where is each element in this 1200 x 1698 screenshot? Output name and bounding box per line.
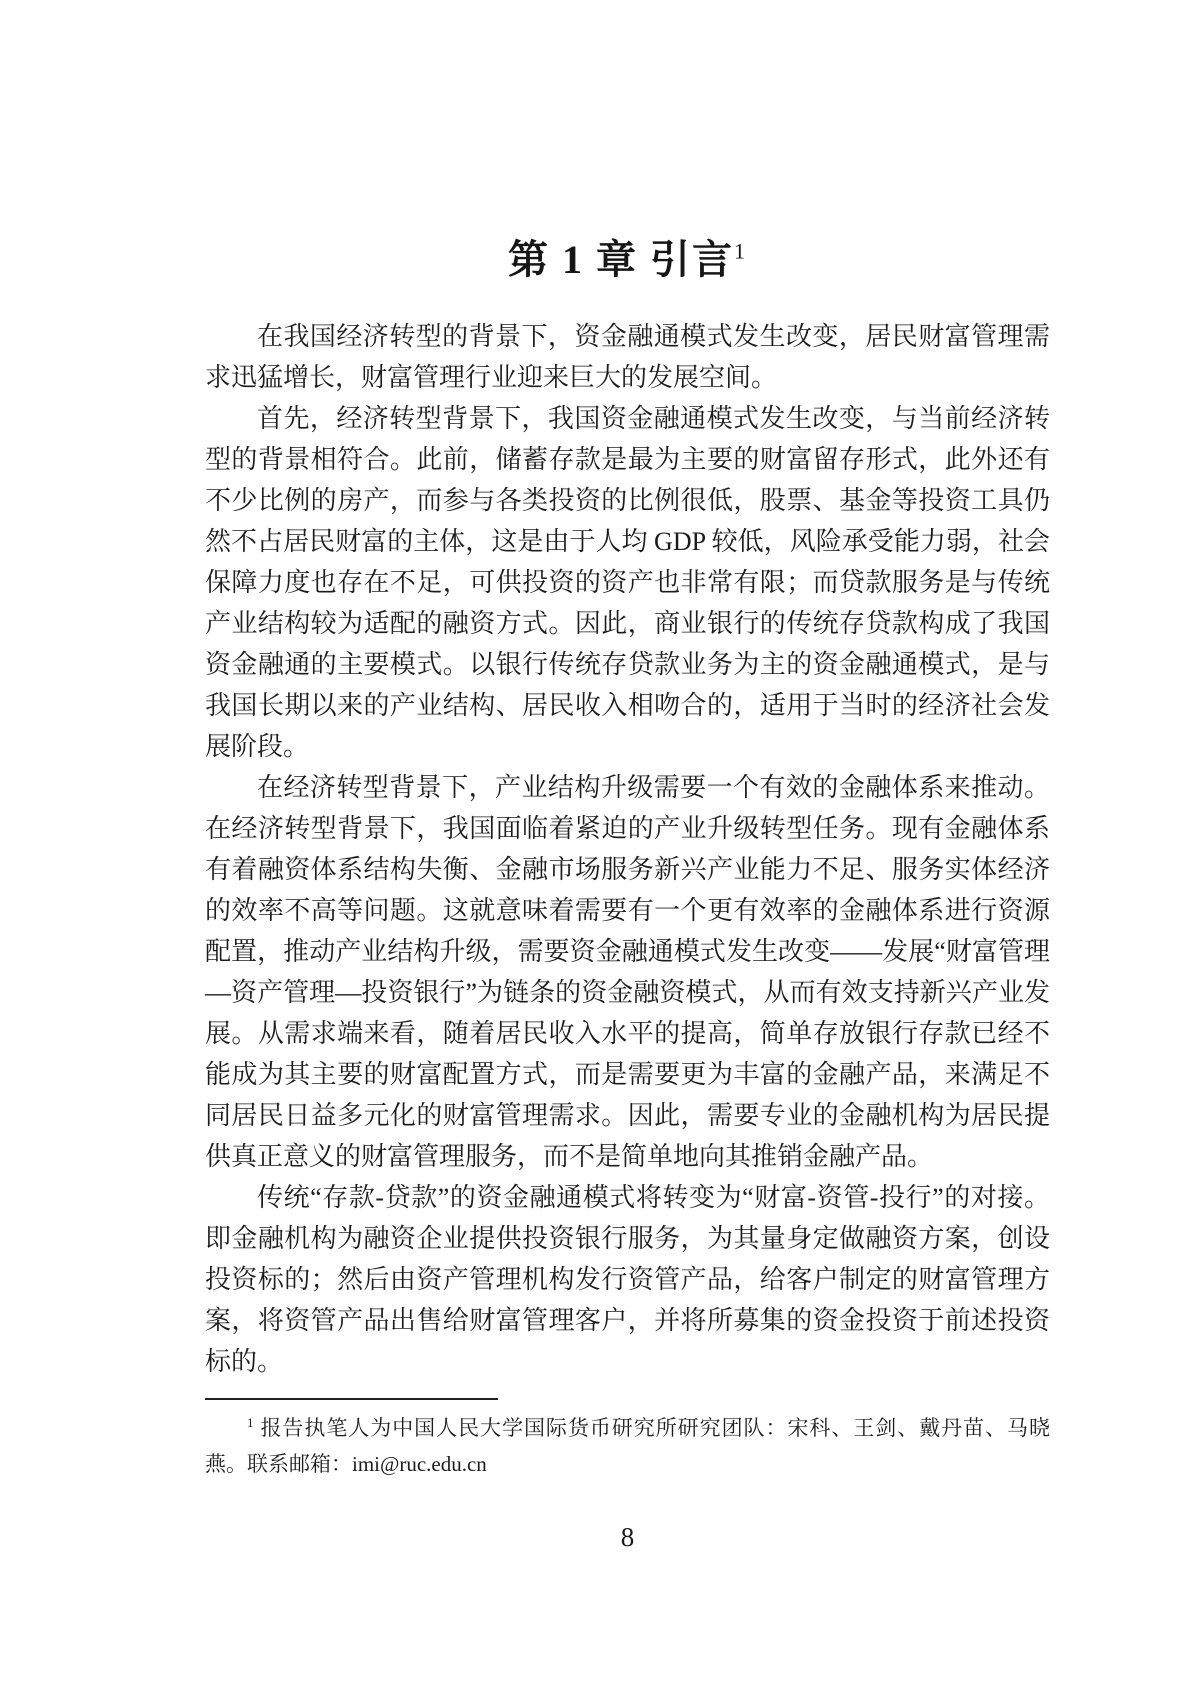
paragraph-2: 首先，经济转型背景下，我国资金融通模式发生改变，与当前经济转型的背景相符合。此前，储蓄存款是最为主要的财富留存形式，此外还有不少比例的房产，而参与各类投资的比例很低，股票、基金等投资工具仍然不占居民财富的主体，这是由于人均 GDP 较低，风险承受能力弱，社会保障力度也存在不足，可供投资的资产也非常有限；而贷款服务是与传统产业结构较为适配的融资方式。因此，商业银行的传统存贷款构成了我国资金融通的主要模式。以银行传统存贷款业务为主的资金融通模式，是与我国长期以来的产业结构、居民收入相吻合的，适用于当时的经济社会发展阶段。 [205, 404, 1050, 761]
chapter-title [205, 228, 1050, 285]
chapter-title-text: 第 1 章 引言 [508, 237, 734, 282]
footnote [205, 1410, 1050, 1482]
paragraph-1: 在我国经济转型的背景下，资金融通模式发生改变，居民财富管理需求迅猛增长，财富管理行业迎来巨大的发展空间。 [205, 322, 1050, 392]
paragraph-4: 传统“存款-贷款”的资金融通模式将转变为“财富-资管-投行”的对接。即金融机构为融资企业提供投资银行服务，为其量身定做融资方案，创设投资标的；然后由资产管理机构发行资管产品，给客户制定的财富管理方案，将资管产品出售给财富管理客户，并将所募集的资金投资于前述投资标的。 [205, 1183, 1050, 1376]
footnote-text: 报告执笔人为中国人民大学国际货币研究所研究团队：宋科、王剑、戴丹苗、马晓燕。联系邮箱：imi@ruc.edu.cn [205, 1416, 1050, 1476]
page-number: 8 [620, 1522, 635, 1552]
title-footnote-ref: 1 [734, 238, 747, 264]
footnote-separator [205, 1398, 498, 1400]
footnote-marker: 1 [247, 1415, 254, 1430]
paragraph-3: 在经济转型背景下，产业结构升级需要一个有效的金融体系来推动。在经济转型背景下，我国面临着紧迫的产业升级转型任务。现有金融体系有着融资体系结构失衡、金融市场服务新兴产业能力不足、服务实体经济的效率不高等问题。这就意味着需要有一个更有效率的金融体系进行资源配置，推动产业结构升级，需要资金融通模式发生改变——发展“财富管理—资产管理—投资银行”为链条的资金融资模式，从而有效支持新兴产业发展。从需求端来看，随着居民收入水平的提高，简单存放银行存款已经不能成为其主要的财富配置方式，而是需要更为丰富的金融产品，来满足不同居民日益多元化的财富管理需求。因此，需要专业的金融机构为居民提供真正意义的财富管理服务，而不是简单地向其推销金融产品。 [205, 773, 1050, 1171]
body-text-block [205, 316, 1050, 1382]
